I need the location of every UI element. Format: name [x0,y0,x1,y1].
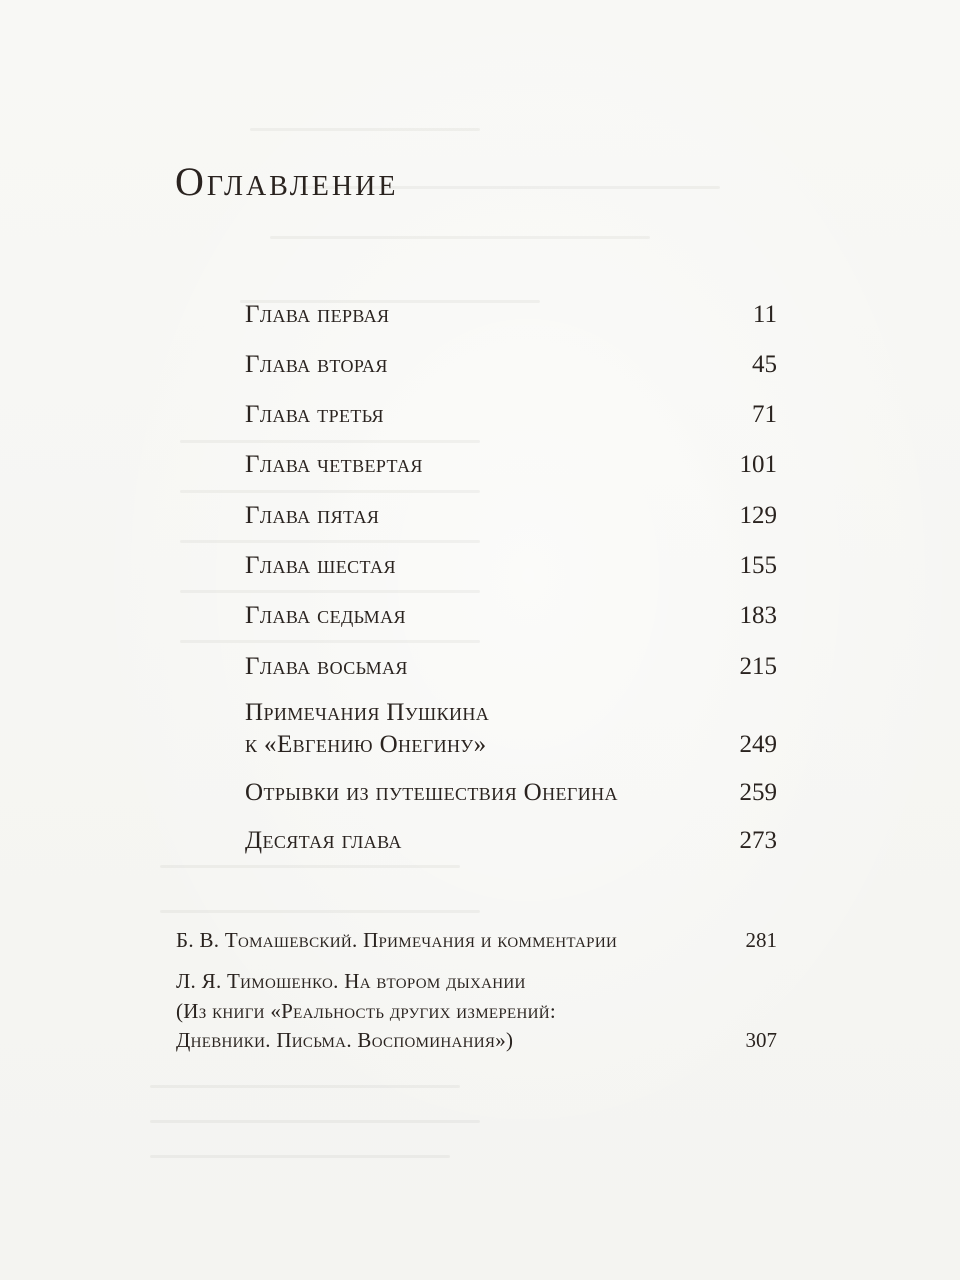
toc-entry-title: Глава третья [245,401,384,428]
toc-entry-page: 249 [739,731,777,758]
appendix-entry-title-line2: (Из книги «Реальность других измерений: [176,999,556,1023]
toc-entry-title: Глава первая [245,301,390,328]
appendix-entry-title-line3: Дневники. Письма. Воспоминания») [176,1028,514,1052]
appendix-entry-title-line1: Л. Я. Тимошенко. На втором дыхании [176,969,526,993]
toc-entry-title: Глава четвертая [245,451,423,478]
toc-entry-page: 45 [752,351,777,378]
toc-entry-page: 273 [739,827,777,854]
toc-entry-title: Глава пятая [245,502,380,529]
toc-entry-title: Глава шестая [245,552,396,579]
toc-entry-page: 183 [739,602,777,629]
appendix-entry-page: 307 [745,1028,777,1052]
toc-entry-title: Глава восьмая [245,653,408,680]
toc-entry-page: 71 [752,401,777,428]
toc-entry-page: 259 [739,779,777,806]
toc-entry-title-line1: Примечания Пушкина [245,699,490,726]
appendix-entry-title: Б. В. Томашевский. Примечания и комментарии [176,928,618,952]
toc-entry-title: Глава седьмая [245,602,406,629]
toc-entry-page: 215 [739,653,777,680]
toc-entry-page: 11 [752,301,777,328]
toc-entry-title: Отрывки из путешествия Онегина [245,779,618,806]
toc-entry-title-line2: к «Евгению Онегину» [245,731,487,758]
appendix-entry-page: 281 [745,928,777,952]
toc-entry-title: Глава вторая [245,351,388,378]
toc-entry-page: 129 [739,502,777,529]
toc-entry-page: 155 [739,552,777,579]
toc-entry-title: Десятая глава [245,827,402,854]
toc-entry-page: 101 [739,451,777,478]
page-title: Оглавление [175,159,399,204]
